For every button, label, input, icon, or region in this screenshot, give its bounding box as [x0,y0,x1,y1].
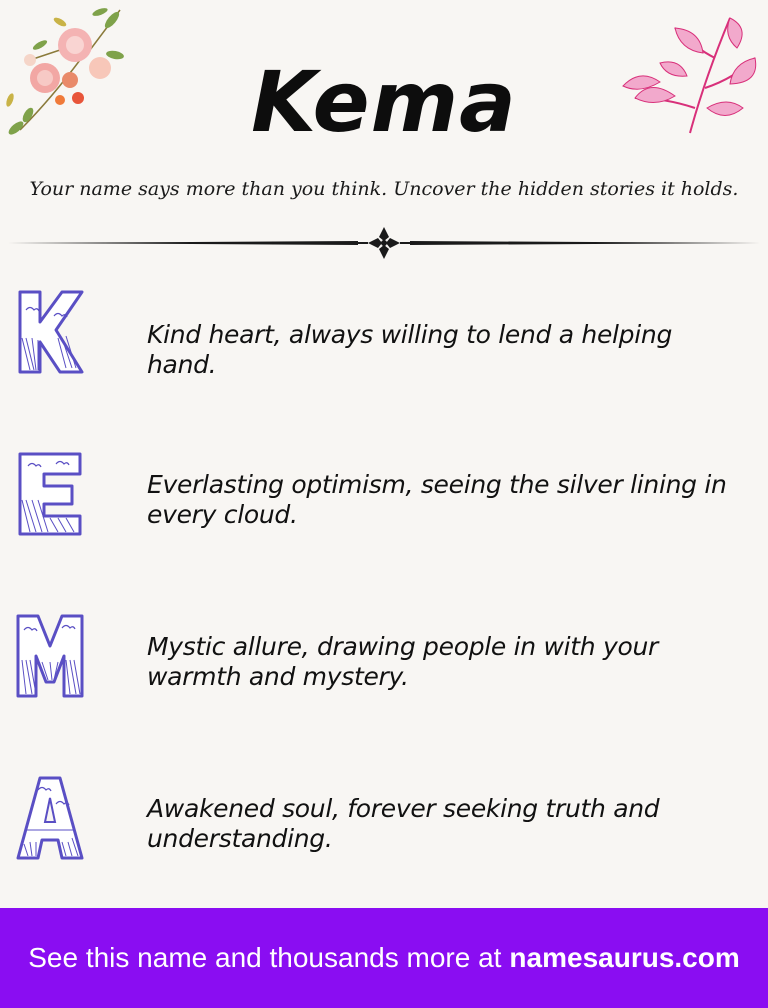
letter-e-icon [14,450,86,540]
letter-row-m [0,612,768,712]
letter-meaning: Everlasting optimism, seeing the silver lining in every cloud. [147,470,727,529]
letter-meaning: Awakened soul, forever seeking truth and understanding. [147,794,660,853]
letter-meaning: Kind heart, always willing to lend a helping hand. [147,320,673,379]
ornament-cross-icon [368,227,400,259]
letter-row-a [0,774,768,874]
letter-row-k [0,288,768,388]
footer-text: See this name and thousands more at [28,942,502,973]
footer-banner[interactable] [0,908,768,1008]
letter-meaning: Mystic allure, drawing people in with your warmth and mystery. [147,632,658,691]
letter-m-icon [14,612,86,702]
ornament-divider [8,225,760,261]
footer-site-link[interactable]: namesaurus.com [509,942,740,973]
tagline: Your name says more than you think. Uncover the hidden stories it holds. [29,178,739,200]
letter-row-e [0,450,768,550]
page-title: Kema [251,53,517,151]
letter-a-icon [14,774,86,864]
letter-k-icon [14,288,86,378]
